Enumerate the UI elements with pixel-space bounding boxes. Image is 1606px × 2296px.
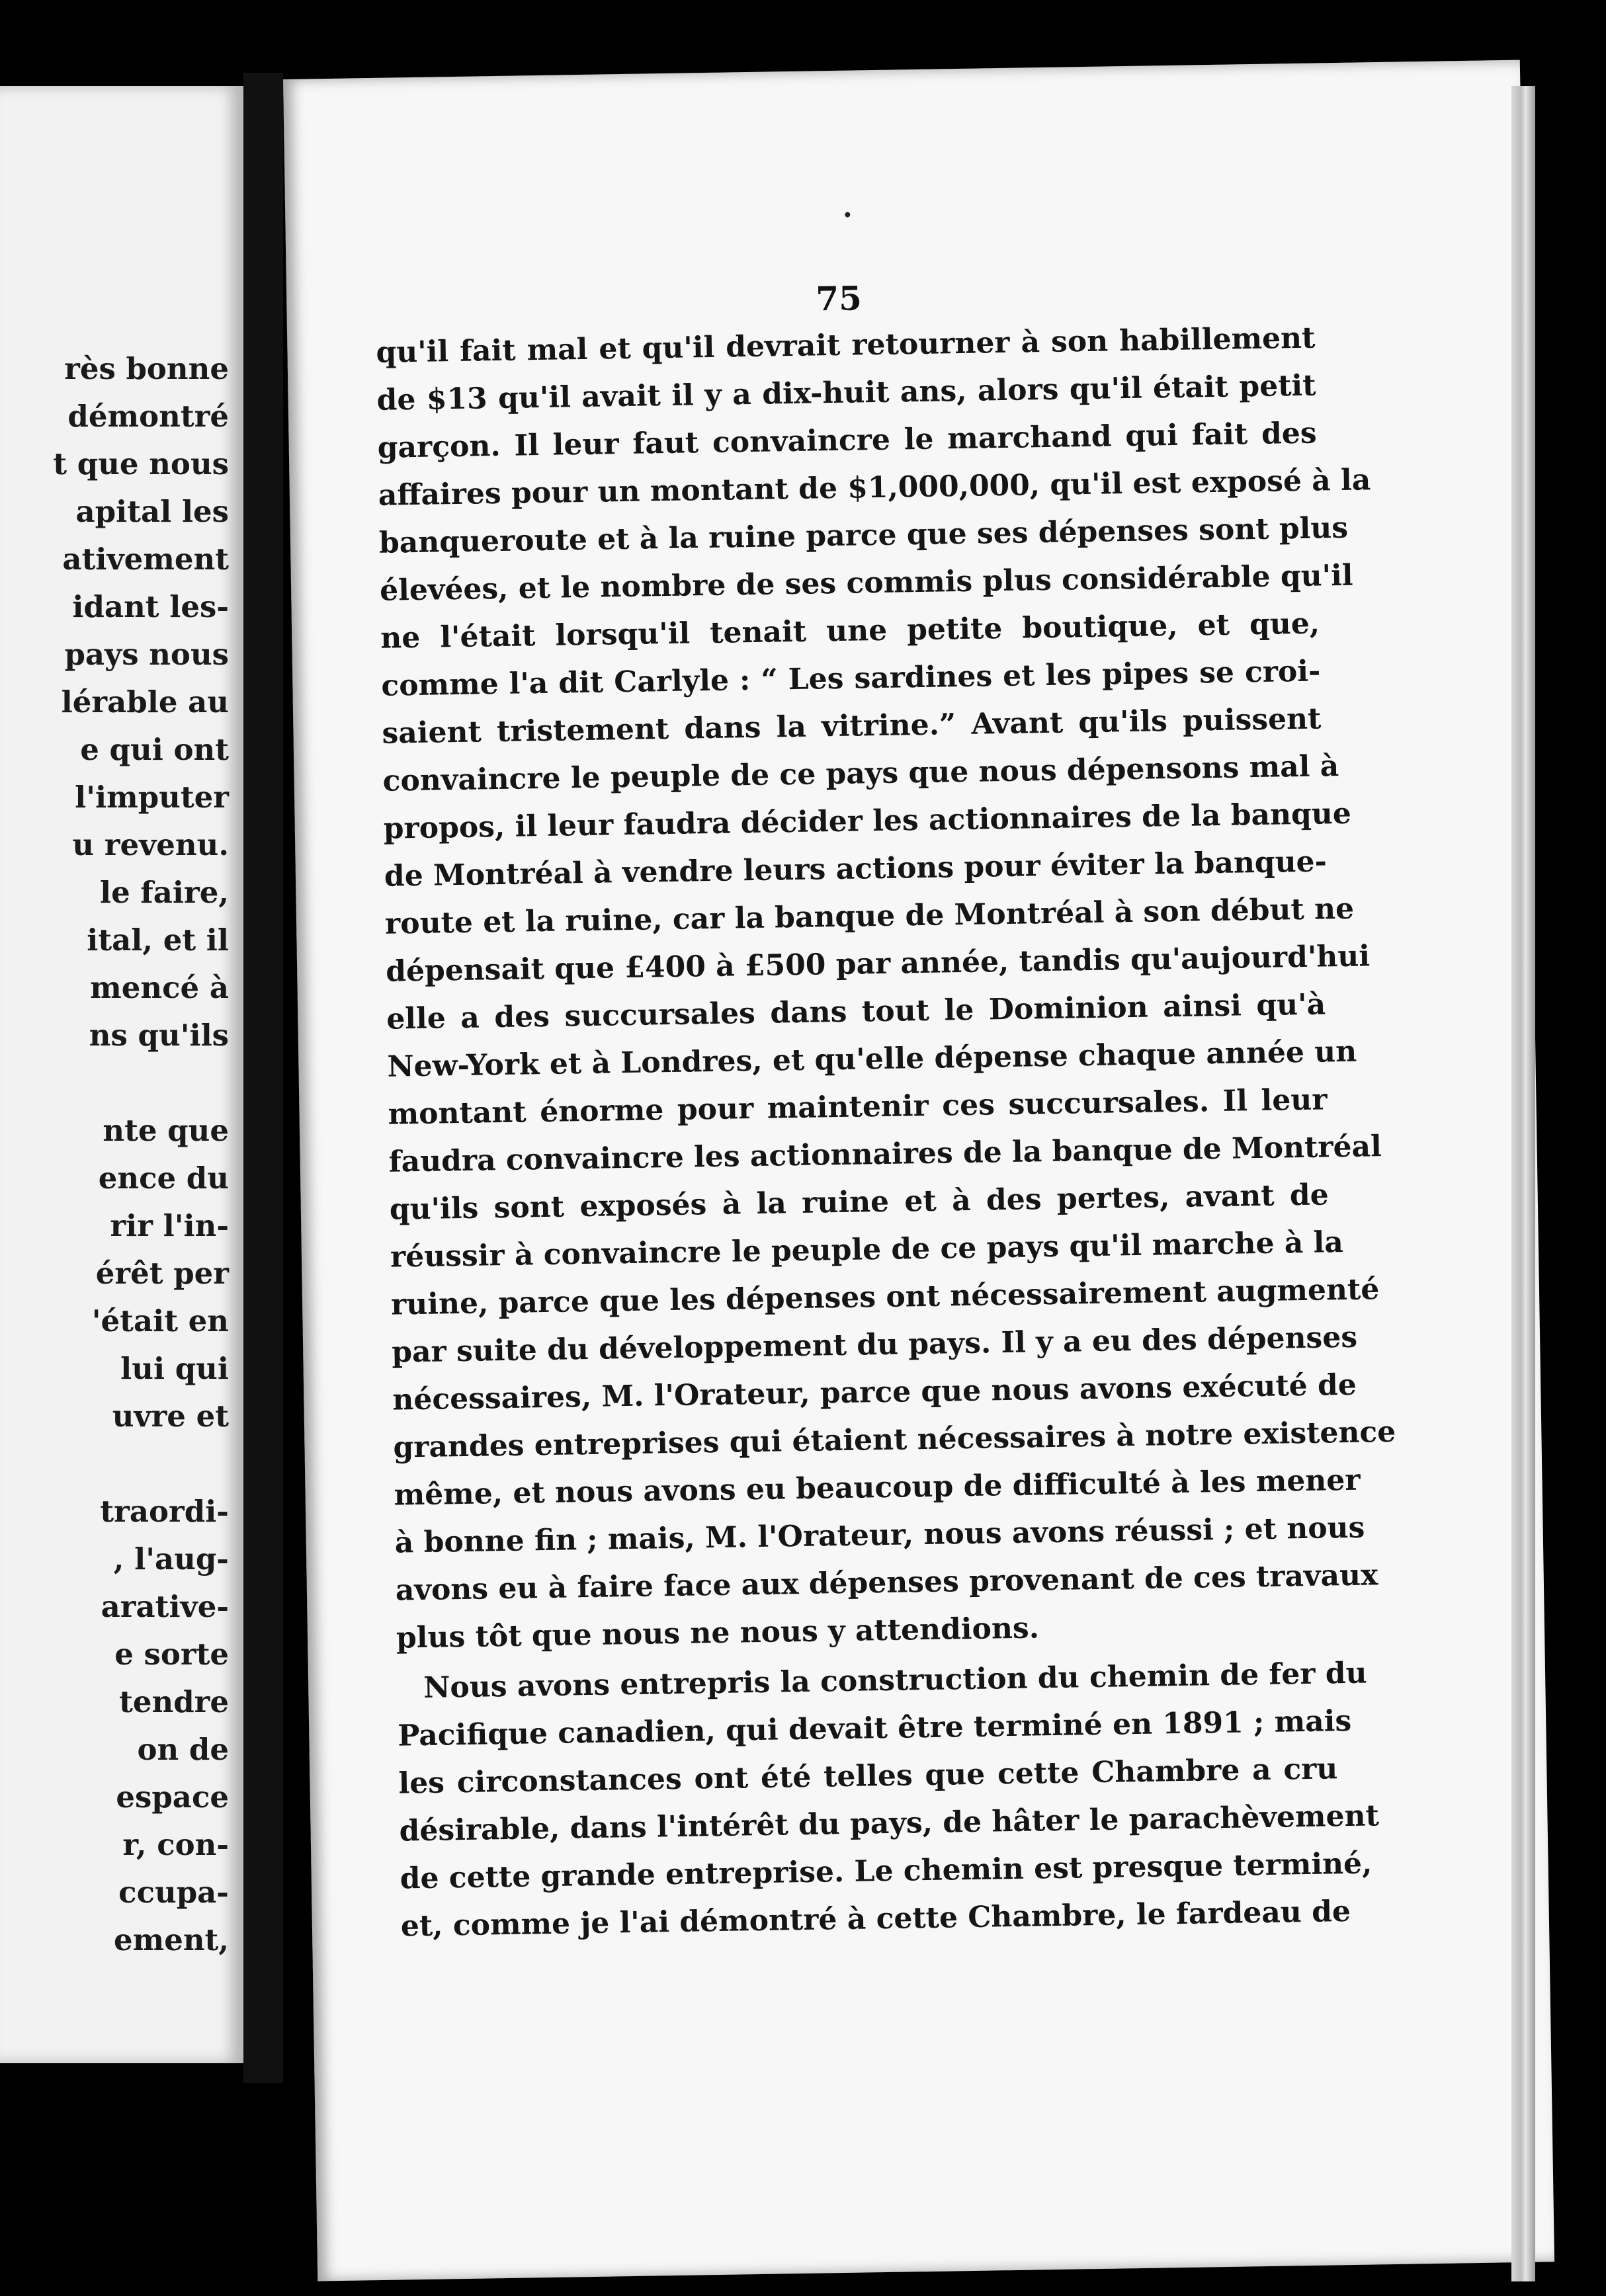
left-page-text-line: r, con- (122, 1827, 229, 1862)
left-page-text-line: démontré (67, 399, 229, 434)
left-page-text-line: ence du (98, 1161, 229, 1196)
page-number: 75 (815, 278, 863, 319)
paragraph-first-line: Nous avons entrepris la construction du chemin de fer du (423, 1656, 1367, 1705)
text-line: nécessaires, M. l'Orateur, parce que nous avons exécuté de (392, 1368, 1357, 1417)
left-page-text-line: mencé à (90, 970, 229, 1005)
left-page-text-line: pays nous (64, 637, 229, 672)
text-line: désirable, dans l'intérêt du pays, de hâter le parachèvement (399, 1799, 1380, 1848)
left-page-text-line: nte que (103, 1113, 229, 1148)
text-line: saient tristement dans la vitrine.” Avant qu'ils puissent (382, 702, 1322, 751)
left-page-text-line: traordi- (100, 1494, 229, 1529)
text-line: même, et nous avons eu beaucoup de difficulté à les mener (394, 1463, 1361, 1512)
left-page-text-line: érêt per (95, 1256, 229, 1291)
right-page (283, 60, 1554, 2281)
text-line: qu'il fait mal et qu'il devrait retourner à son habillement (376, 321, 1316, 370)
left-page-text-line: uvre et (112, 1399, 229, 1434)
text-line: route et la ruine, car la banque de Montréal à son début ne (384, 891, 1355, 941)
paragraph-last-line: plus tôt que nous ne nous y attendions. (396, 1611, 1040, 1655)
left-page-text-line: u revenu. (72, 827, 229, 862)
left-page-text-line: lui qui (120, 1351, 229, 1386)
left-page-text-line: ccupa- (118, 1875, 229, 1910)
left-page-text-line: 'était en (91, 1303, 229, 1338)
text-line: de $13 qu'il avait il y a dix-huit ans, alors qu'il était petit (376, 368, 1316, 417)
left-page-text-line: ital, et il (87, 922, 229, 958)
left-page-text-line: on de (137, 1732, 229, 1767)
book-gutter (243, 73, 283, 2083)
left-page-text-line: arative- (101, 1589, 229, 1624)
left-page-text-line: e qui ont (80, 732, 229, 767)
text-line: banqueroute et à la ruine parce que ses dépenses sont plus (378, 511, 1349, 560)
text-line: les circonstances ont été telles que cette Chambre a cru (398, 1752, 1338, 1801)
left-page-text-line: ativement (62, 542, 229, 577)
ink-dot (845, 212, 850, 218)
text-line: propos, il leur faudra décider les actionnaires de la banque (383, 796, 1352, 846)
text-line: faudra convaincre les actionnaires de la banque de Montréal (388, 1129, 1382, 1179)
left-page-text-line: idant les- (72, 589, 229, 624)
text-line: garçon. Il leur faut convaincre le marchand qui fait des (377, 416, 1317, 465)
left-page-text-line: rir l'in- (110, 1208, 229, 1243)
left-page-text-line: , l'aug- (113, 1541, 229, 1577)
text-line: convaincre le peuple de ce pays que nous dépensons mal à (382, 749, 1339, 798)
text-line: de cette grande entreprise. Le chemin est presque terminé, (400, 1846, 1373, 1896)
left-page-text-line: tendre (119, 1684, 229, 1719)
left-page-text-line: lérable au (61, 684, 229, 719)
page-edge (1511, 86, 1535, 2281)
left-page-text-line: e sorte (114, 1637, 229, 1672)
text-line: à bonne fin ; mais, M. l'Orateur, nous avons réussi ; et nous (394, 1510, 1365, 1560)
left-page (0, 86, 243, 2063)
text-line: Pacifique canadien, qui devait être terminé en 1891 ; mais (397, 1703, 1352, 1753)
page-body-text (376, 315, 1396, 1951)
text-line: ruine, parce que les dépenses ont nécessairement augmenté (390, 1272, 1380, 1322)
left-page-text-line: ement, (113, 1922, 229, 1957)
left-page-text-line: t que nous (53, 446, 229, 481)
left-page-text-line: espace (116, 1780, 229, 1815)
text-line: élevées, et le nombre de ses commis plus considérable qu'il (379, 558, 1353, 608)
left-page-text-line: rès bonne (64, 351, 229, 386)
text-line: ne l'était lorsqu'il tenait une petite boutique, et que, (380, 606, 1320, 655)
text-line: affaires pour un montant de $1,000,000, qu'il est exposé à la (378, 463, 1371, 512)
text-line: grandes entreprises qui étaient nécessaires à notre existence (393, 1414, 1396, 1465)
text-line: dépensait que £400 à £500 par année, tandis qu'aujourd'hui (385, 939, 1371, 989)
text-line: réussir à convaincre le peuple de ce pays qu'il marche à la (390, 1225, 1344, 1274)
left-page-text-line: le faire, (99, 875, 229, 910)
text-line: et, comme je l'ai démontré à cette Chambre, le fardeau de (400, 1894, 1351, 1944)
left-page-text-line: ns qu'ils (89, 1018, 229, 1053)
text-line: elle a des succursales dans tout le Dominion ainsi qu'à (386, 987, 1326, 1036)
text-line: qu'ils sont exposés à la ruine et à des pertes, avant de (389, 1178, 1330, 1227)
text-line: comme l'a dit Carlyle : “ Les sardines et les pipes se croi- (381, 654, 1321, 703)
left-page-text-line: l'imputer (75, 780, 229, 815)
text-line: avons eu à faire face aux dépenses provenant de ces travaux (395, 1558, 1378, 1608)
text-line: New-York et à Londres, et qu'elle dépense chaque année un (387, 1034, 1357, 1084)
left-page-text-line: apital les (75, 494, 229, 529)
text-line: montant énorme pour maintenir ces succursales. Il leur (388, 1083, 1328, 1131)
text-line: de Montréal à vendre leurs actions pour éviter la banque- (384, 844, 1328, 893)
text-line: par suite du développement du pays. Il y a eu des dépenses (391, 1320, 1358, 1370)
